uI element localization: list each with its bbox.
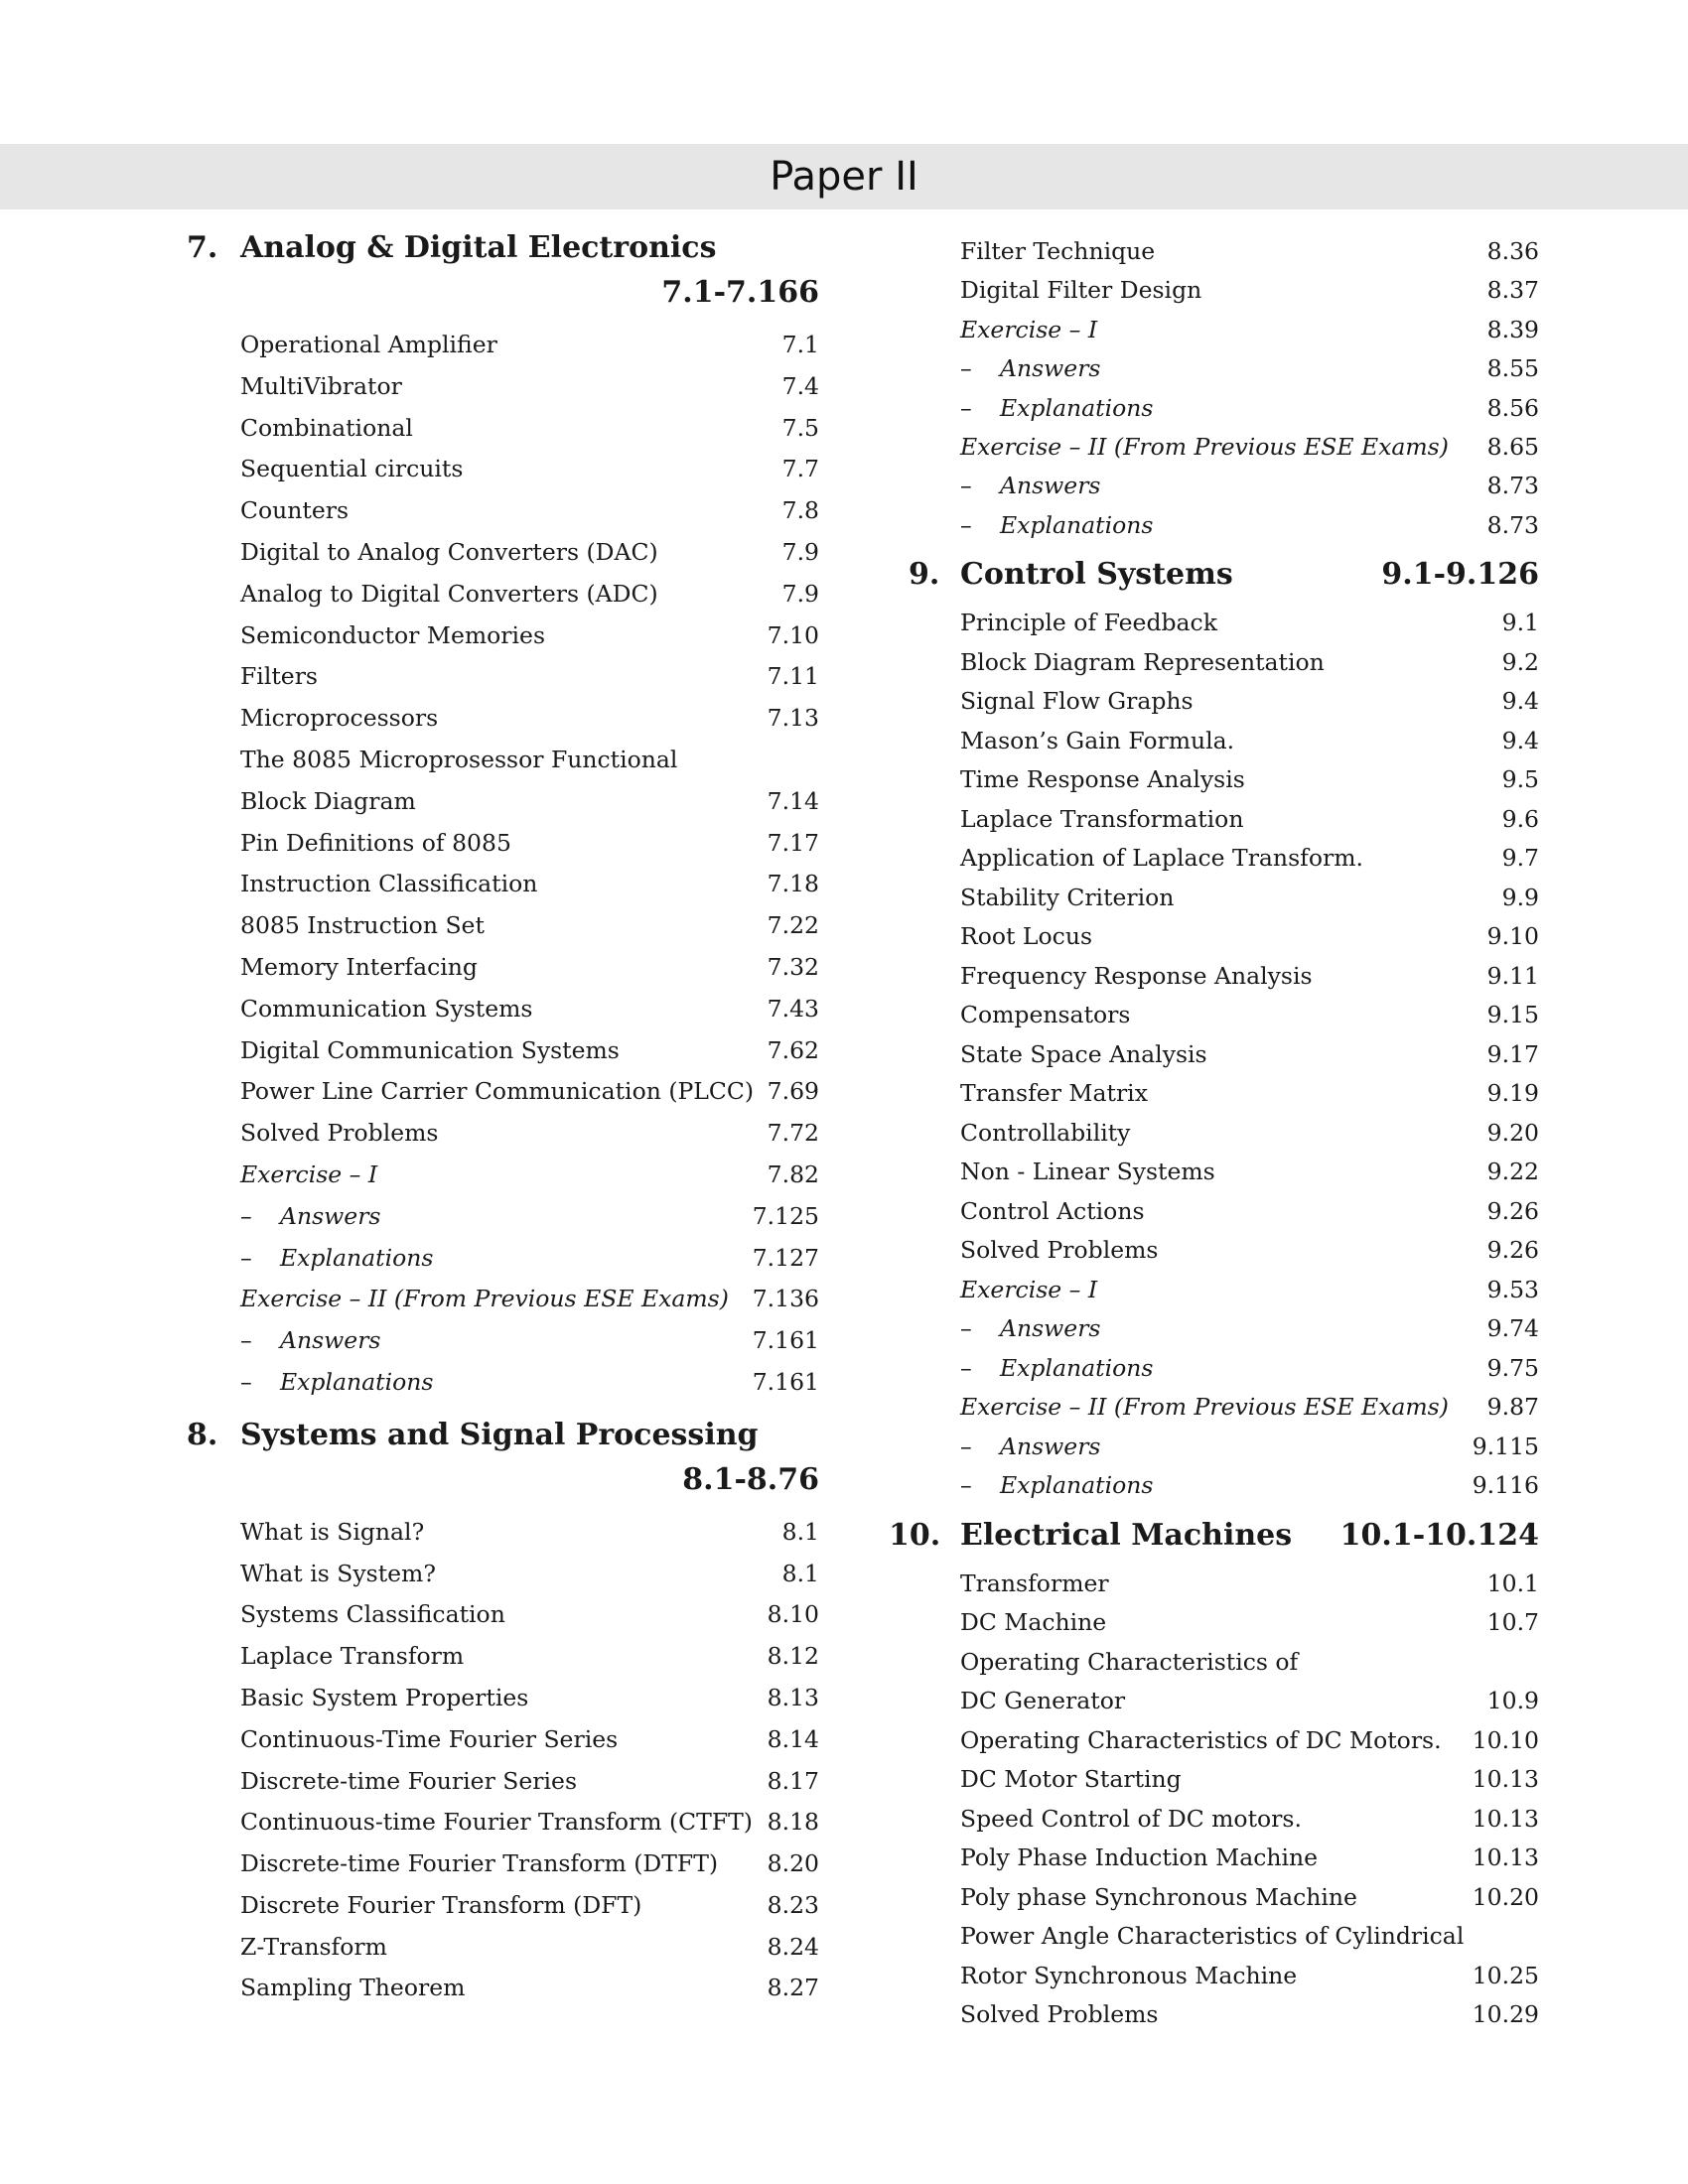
toc-entry-exercise[interactable]: Exercise – II (From Previous ESE Exams) 8.65 xyxy=(960,433,1539,462)
toc-entry-explanations[interactable]: – Explanations 9.116 xyxy=(960,1471,1539,1500)
toc-entry[interactable]: Poly phase Synchronous Machine 10.20 xyxy=(960,1882,1539,1911)
toc-entry[interactable]: What is System? 8.1 xyxy=(240,1559,819,1587)
toc-entry-explanations[interactable]: – Explanations 7.127 xyxy=(240,1243,819,1272)
toc-list xyxy=(887,1565,1539,2035)
section-8 xyxy=(187,1418,819,2010)
toc-entry[interactable]: Discrete-time Fourier Series 8.17 xyxy=(240,1766,819,1795)
toc-entry[interactable]: Instruction Classification 7.18 xyxy=(240,870,819,898)
toc-entry[interactable]: Microprocessors 7.13 xyxy=(240,704,819,733)
toc-entry[interactable]: DC Motor Starting 10.13 xyxy=(960,1765,1539,1794)
toc-entry-explanations[interactable]: – Explanations 8.56 xyxy=(960,393,1539,422)
toc-entry-answers[interactable]: – Answers 8.73 xyxy=(960,472,1539,500)
toc-entry[interactable]: Combinational 7.5 xyxy=(240,413,819,442)
toc-entry[interactable]: Laplace Transform 8.12 xyxy=(240,1642,819,1671)
section-number: 9. xyxy=(909,557,940,593)
toc-entry-exercise[interactable]: Exercise – II (From Previous ESE Exams) 9.87 xyxy=(960,1393,1539,1422)
toc-entry[interactable]: Discrete Fourier Transform (DFT) 8.23 xyxy=(240,1890,819,1919)
section-title: Systems and Signal Processing xyxy=(240,1417,759,1452)
toc-entry[interactable]: Frequency Response Analysis 9.11 xyxy=(960,961,1539,990)
toc-entry[interactable]: Non - Linear Systems 9.22 xyxy=(960,1158,1539,1186)
toc-entry[interactable]: Filter Technique 8.36 xyxy=(960,237,1539,265)
toc-entry[interactable]: Root Locus 9.10 xyxy=(960,922,1539,951)
toc-entry[interactable]: Basic System Properties 8.13 xyxy=(240,1683,819,1711)
toc-entry[interactable]: Power Line Carrier Communication (PLCC) 7.69 xyxy=(240,1077,819,1106)
toc-entry-answers[interactable]: – Answers 9.115 xyxy=(960,1432,1539,1460)
toc-entry[interactable]: Application of Laplace Transform. 9.7 xyxy=(960,844,1539,873)
toc-list xyxy=(187,325,819,1404)
toc-entry[interactable]: Mason’s Gain Formula. 9.4 xyxy=(960,726,1539,754)
section-number: 7. xyxy=(187,230,218,265)
section-title: Analog & Digital Electronics xyxy=(240,230,717,265)
toc-entry-explanations[interactable]: – Explanations 7.161 xyxy=(240,1367,819,1396)
toc-entry[interactable]: Digital to Analog Converters (DAC) 7.9 xyxy=(240,537,819,566)
toc-entry[interactable]: Stability Criterion 9.9 xyxy=(960,883,1539,911)
section-7 xyxy=(187,230,819,1404)
toc-entry[interactable]: What is Signal? 8.1 xyxy=(240,1517,819,1546)
toc-entry[interactable]: Rotor Synchronous Machine 10.25 xyxy=(960,1961,1539,1989)
toc-entry[interactable]: Digital Filter Design 8.37 xyxy=(960,276,1539,305)
toc-entry[interactable]: DC Machine 10.7 xyxy=(960,1608,1539,1637)
section-title: Electrical Machines xyxy=(960,1517,1293,1553)
toc-entry[interactable]: Time Response Analysis 9.5 xyxy=(960,765,1539,794)
toc-list-continued xyxy=(887,232,1539,545)
toc-entry[interactable]: Counters 7.8 xyxy=(240,496,819,525)
toc-entry[interactable]: Sampling Theorem 8.27 xyxy=(240,1974,819,2002)
toc-entry-wrapped-line: Operating Characteristics of xyxy=(960,1647,1299,1676)
section-heading xyxy=(187,1418,819,1460)
right-column xyxy=(887,232,1539,2035)
section-heading xyxy=(887,1518,1539,1565)
toc-entry[interactable]: Block Diagram 7.14 xyxy=(240,786,819,815)
toc-entry[interactable]: Systems Classification 8.10 xyxy=(240,1600,819,1629)
paper-banner xyxy=(0,144,1688,209)
toc-entry[interactable]: MultiVibrator 7.4 xyxy=(240,371,819,400)
toc-entry[interactable]: Transfer Matrix 9.19 xyxy=(960,1079,1539,1108)
section-page-range: 10.1-10.124 xyxy=(1339,1517,1539,1553)
toc-entry[interactable]: Sequential circuits 7.7 xyxy=(240,455,819,483)
toc-entry[interactable]: Operational Amplifier 7.1 xyxy=(240,331,819,358)
toc-entry-wrapped-line: Power Angle Characteristics of Cylindrical xyxy=(960,1922,1465,1951)
toc-entry[interactable]: Principle of Feedback 9.1 xyxy=(960,609,1539,637)
toc-entry[interactable]: Transformer 10.1 xyxy=(960,1569,1539,1597)
section-10 xyxy=(887,1518,1539,2035)
toc-entry-answers[interactable]: – Answers 9.74 xyxy=(960,1314,1539,1343)
left-column xyxy=(187,230,819,2009)
toc-entry[interactable]: Signal Flow Graphs 9.4 xyxy=(960,687,1539,716)
section-9 xyxy=(887,557,1539,1506)
paper-title: Paper II xyxy=(770,154,918,200)
section-title: Control Systems xyxy=(960,557,1233,593)
toc-entry[interactable]: Speed Control of DC motors. 10.13 xyxy=(960,1804,1539,1833)
toc-entry-explanations[interactable]: – Explanations 9.75 xyxy=(960,1353,1539,1382)
toc-entry[interactable]: Controllability 9.20 xyxy=(960,1118,1539,1147)
toc-entry-exercise[interactable]: Exercise – I 9.53 xyxy=(960,1275,1539,1303)
toc-list xyxy=(187,1512,819,2010)
toc-entry-exercise[interactable]: Exercise – I 7.82 xyxy=(240,1160,819,1188)
toc-entry-explanations[interactable]: – Explanations 8.73 xyxy=(960,510,1539,539)
toc-entry[interactable]: Poly Phase Induction Machine 10.13 xyxy=(960,1843,1539,1872)
toc-entry[interactable]: State Space Analysis 9.17 xyxy=(960,1039,1539,1068)
toc-entry[interactable]: Laplace Transformation 9.6 xyxy=(960,804,1539,833)
toc-entry[interactable]: Continuous-Time Fourier Series 8.14 xyxy=(240,1724,819,1753)
toc-entry-exercise[interactable]: Exercise – II (From Previous ESE Exams) 7.136 xyxy=(240,1285,819,1313)
section-number: 10. xyxy=(889,1517,941,1553)
toc-entry[interactable]: Communication Systems 7.43 xyxy=(240,994,819,1023)
section-number: 8. xyxy=(187,1417,218,1452)
toc-entry[interactable]: Continuous-time Fourier Transform (CTFT) 8.18 xyxy=(240,1808,819,1837)
toc-entry-wrapped-line: The 8085 Microprosessor Functional xyxy=(240,745,678,773)
section-page-range: 8.1-8.76 xyxy=(682,1461,819,1497)
toc-entry[interactable]: Operating Characteristics of DC Motors. 10.10 xyxy=(960,1725,1539,1754)
toc-list xyxy=(887,604,1539,1506)
toc-entry[interactable]: Solved Problems 7.72 xyxy=(240,1119,819,1148)
toc-entry[interactable]: Memory Interfacing 7.32 xyxy=(240,952,819,981)
toc-entry[interactable]: Pin Definitions of 8085 7.17 xyxy=(240,828,819,857)
toc-entry[interactable]: DC Generator 10.9 xyxy=(960,1687,1539,1715)
toc-entry-answers[interactable]: – Answers 8.55 xyxy=(960,354,1539,383)
toc-entry[interactable]: Compensators 9.15 xyxy=(960,1001,1539,1029)
toc-entry[interactable]: Analog to Digital Converters (ADC) 7.9 xyxy=(240,579,819,608)
toc-entry[interactable]: Semiconductor Memories 7.10 xyxy=(240,620,819,649)
toc-entry[interactable]: Z-Transform 8.24 xyxy=(240,1932,819,1961)
toc-entry[interactable]: Control Actions 9.26 xyxy=(960,1196,1539,1225)
toc-entry-exercise[interactable]: Exercise – I 8.39 xyxy=(960,315,1539,343)
toc-entry[interactable]: Digital Communication Systems 7.62 xyxy=(240,1035,819,1064)
section-heading xyxy=(887,557,1539,604)
toc-entry-answers[interactable]: – Answers 7.161 xyxy=(240,1326,819,1355)
section-page-range: 9.1-9.126 xyxy=(1381,557,1539,593)
toc-entry[interactable]: Filters 7.11 xyxy=(240,662,819,691)
toc-entry[interactable]: Solved Problems 9.26 xyxy=(960,1236,1539,1265)
toc-entry[interactable]: 8085 Instruction Set 7.22 xyxy=(240,911,819,940)
toc-entry-answers[interactable]: – Answers 7.125 xyxy=(240,1201,819,1230)
toc-entry[interactable]: Discrete-time Fourier Transform (DTFT) 8.20 xyxy=(240,1849,819,1878)
toc-entry[interactable]: Block Diagram Representation 9.2 xyxy=(960,647,1539,676)
toc-entry[interactable]: Solved Problems 10.29 xyxy=(960,2000,1539,2029)
section-page-range: 7.1-7.166 xyxy=(661,275,819,310)
section-heading xyxy=(187,230,819,273)
